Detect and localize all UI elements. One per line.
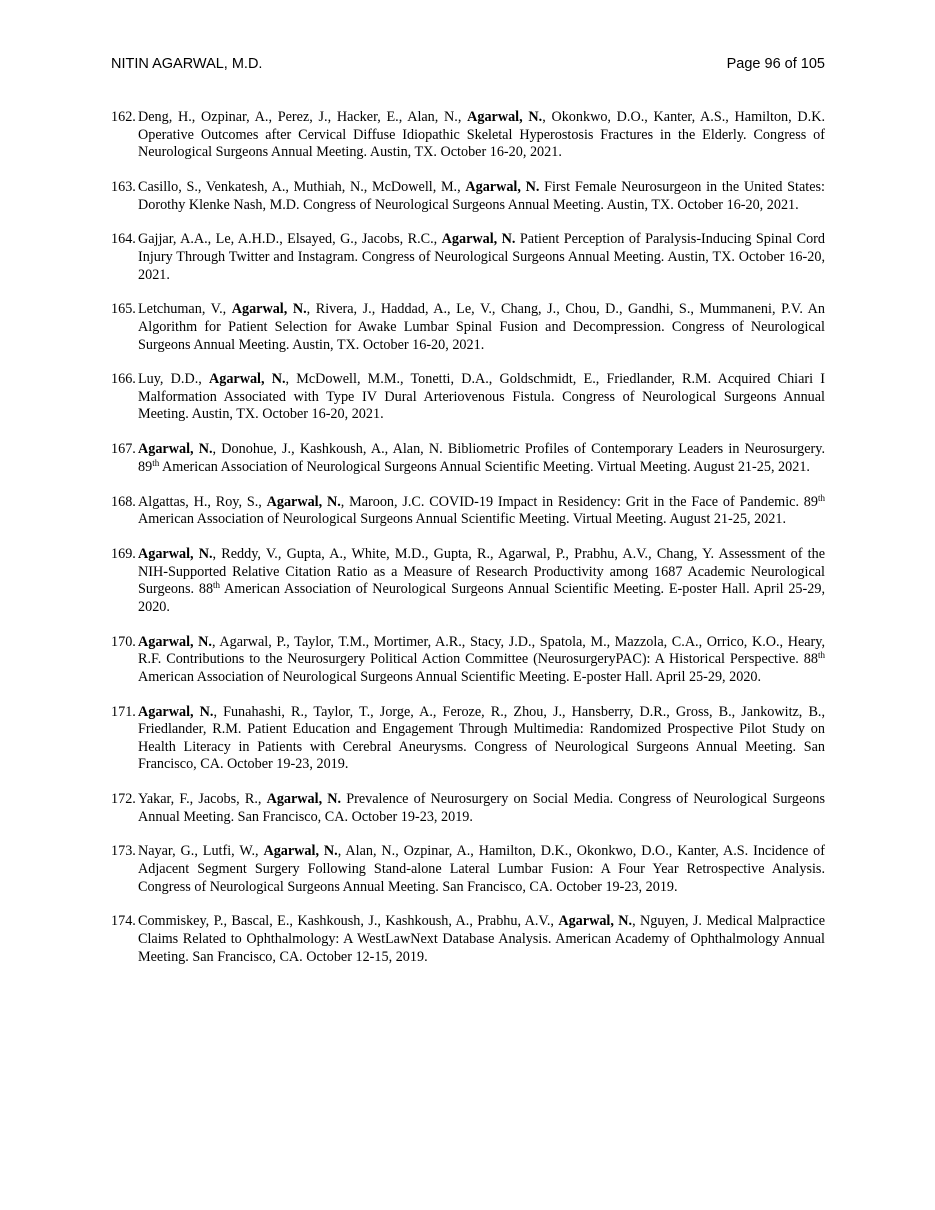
publication-entry [111,791,825,826]
citation-highlighted-author: Agarwal, N. [138,633,212,650]
citation-highlighted-author: Agarwal, N. [138,703,214,720]
header-author: NITIN AGARWAL, M.D. [111,56,263,72]
entry-citation [138,494,825,528]
entry-citation [138,913,825,964]
publication-entry [111,843,825,896]
citation-text: , Nguyen, J. Medical Malpractice Claims Related to Ophthalmology: A WestLawNext Database Analysis. American Academy of Ophthalmology Annual Meeting. San Francisco, CA. October 12-15, 2019. [138,913,825,965]
citation-text: First Female Neurosurgeon in the United States: Dorothy Klenke Nash, M.D. Congress of Neurological Surgeons Annual Meeting. Austin, TX. October 16-20, 2021. [138,178,825,213]
citation-authors-before: Letchuman, V., [138,301,232,318]
entry-citation [138,231,825,282]
entry-citation [138,301,825,352]
citation-text: , Donohue, J., Kashkoush, A., Alan, N. Bibliometric Profiles of Contemporary Leaders in Neurosurgery. 89 [138,441,825,475]
entry-citation [138,843,825,894]
publication-entry [111,371,825,424]
citation-text-continued: American Association of Neurological Surgeons Annual Scientific Meeting. Virtual Meeting. August 21-25, 2021. [138,511,786,528]
entry-number: 174. [111,913,136,930]
citation-text: Patient Perception of Paralysis-Inducing Spinal Cord Injury Through Twitter and Instagram. Congress of Neurological Surgeons Annual Meeting. Austin, TX. October 16-20, 2021. [138,231,825,283]
citation-highlighted-author: Agarwal, N. [558,913,633,930]
citation-authors-before: Luy, D.D., [138,371,209,388]
entry-number: 173. [111,843,136,860]
citation-highlighted-author: Agarwal, N. [231,301,307,318]
citation-highlighted-author: Agarwal, N. [208,371,286,388]
entry-citation [138,634,825,685]
citation-highlighted-author: Agarwal, N. [441,231,516,248]
publication-entry [111,109,825,162]
entry-citation [138,109,825,160]
publication-entry [111,301,825,354]
entry-citation [138,371,825,422]
entry-number: 168. [111,493,136,510]
entry-number: 167. [111,441,136,458]
citation-text: , Reddy, V., Gupta, A., White, M.D., Gupta, R., Agarwal, P., Prabhu, A.V., Chang, Y. Assessment of the NIH-Supported Relative Citation Ratio as a Measure of Research Productivity among 1687 Academic Neurological Surgeons. 88 [138,546,825,598]
publication-entry [111,546,825,616]
page-header [111,56,825,72]
entry-number: 170. [111,633,136,650]
entry-citation [138,704,825,773]
citation-highlighted-author: Agarwal, N. [266,493,341,510]
entry-citation [138,791,825,825]
citation-highlighted-author: Agarwal, N. [465,178,540,195]
citation-text: , Maroon, J.C. COVID-19 Impact in Residency: Grit in the Face of Pandemic. 89 [340,493,818,510]
publication-entry [111,179,825,214]
entry-number: 163. [111,178,136,195]
entry-citation [138,179,825,213]
entry-number: 172. [111,791,136,808]
citation-text: , Agarwal, P., Taylor, T.M., Mortimer, A.R., Stacy, J.D., Spatola, M., Mazzola, C.A., Orrico, K.O., Heary, R.F. Contributions to the Neurosurgery Political Action Committee (NeurosurgeryPAC): A Historical Perspective. 88 [138,633,826,668]
citation-text: , McDowell, M.M., Tonetti, D.A., Goldschmidt, E., Friedlander, R.M. Acquired Chiari I Malformation Associated with Type IV Dural Arteriovenous Fistula. Congress of Neurological Surgeons Annual Meeting. Austin, TX. October 16-20, 2021. [138,371,825,423]
entry-number: 165. [111,301,136,318]
citation-text: Prevalence of Neurosurgery on Social Media. Congress of Neurological Surgeons Annual Meeting. San Francisco, CA. October 19-23, 2019. [138,791,825,825]
entry-number: 171. [111,703,136,720]
ordinal-suffix: th [152,457,160,468]
publication-entry [111,494,825,529]
citation-highlighted-author: Agarwal, N. [138,546,213,562]
citation-authors-before: Deng, H., Ozpinar, A., Perez, J., Hacker, E., Alan, N., [138,109,468,125]
citation-authors-before: Commiskey, P., Bascal, E., Kashkoush, J., Kashkoush, A., Prabhu, A.V., [138,913,559,930]
entry-number: 162. [111,109,136,125]
citation-text-continued: American Association of Neurological Surgeons Annual Scientific Meeting. Virtual Meeting. August 21-25, 2021. [159,458,810,475]
citation-highlighted-author: Agarwal, N. [263,843,338,860]
header-page-number: Page 96 of 105 [726,56,825,72]
publication-list [111,109,825,983]
entry-number: 169. [111,546,136,562]
publication-entry [111,441,825,476]
citation-highlighted-author: Agarwal, N. [138,441,213,458]
citation-text: , Rivera, J., Haddad, A., Le, V., Chang, J., Chou, D., Gandhi, S., Mummaneni, P.V. An Algorithm for Patient Selection for Awake Lumbar Spinal Fusion and Decompression. Congress of Neurological Surgeons Annual Meeting. Austin, TX. October 16-20, 2021. [138,301,825,353]
citation-text: , Funahashi, R., Taylor, T., Jorge, A., Feroze, R., Zhou, J., Hansberry, D.R., Gross, B., Jankowitz, B., Friedlander, R.M. Patient Education and Engagement Through Multimedia: Randomized Prospective Pilot Study on Health Literacy in Patients with Cerebral Aneurysms. Congress of Neurological Surgeons Annual Meeting. San Francisco, CA. October 19-23, 2019. [138,703,825,773]
citation-authors-before: Nayar, G., Lutfi, W., [138,843,264,860]
entry-number: 166. [111,371,136,388]
citation-text: , Okonkwo, D.O., Kanter, A.S., Hamilton, D.K. Operative Outcomes after Cervical Diffuse Idiopathic Skeletal Hyperostosis Fractures in the Elderly. Congress of Neurological Surgeons Annual Meeting. Austin, TX. October 16-20, 2021. [138,109,825,161]
ordinal-suffix: th [817,650,825,661]
citation-highlighted-author: Agarwal, N. [467,109,543,125]
citation-authors-before: Casillo, S., Venkatesh, A., Muthiah, N., McDowell, M., [138,178,466,195]
ordinal-suffix: th [817,492,825,503]
citation-highlighted-author: Agarwal, N. [266,791,342,808]
publication-entry [111,913,825,966]
entry-citation [138,546,825,615]
publication-entry [111,231,825,284]
ordinal-suffix: th [213,580,221,591]
citation-authors-before: Yakar, F., Jacobs, R., [138,791,267,808]
entry-number: 164. [111,231,136,248]
citation-authors-before: Gajjar, A.A., Le, A.H.D., Elsayed, G., Jacobs, R.C., [138,231,442,248]
entry-citation [138,441,825,475]
citation-text-continued: American Association of Neurological Surgeons Annual Scientific Meeting. E-poster Hall. April 25-29, 2020. [138,668,762,685]
publication-entry [111,634,825,687]
citation-text-continued: American Association of Neurological Surgeons Annual Scientific Meeting. E-poster Hall. April 25-29, 2020. [138,581,825,615]
publication-entry [111,704,825,774]
citation-text: , Alan, N., Ozpinar, A., Hamilton, D.K., Okonkwo, D.O., Kanter, A.S. Incidence of Adjacent Segment Surgery Following Stand-alone Lateral Lumbar Fusion: A Four Year Retrospective Analysis. Congress of Neurological Surgeons Annual Meeting. San Francisco, CA. October 19-23, 2019. [138,843,825,895]
citation-authors-before: Algattas, H., Roy, S., [138,493,267,510]
